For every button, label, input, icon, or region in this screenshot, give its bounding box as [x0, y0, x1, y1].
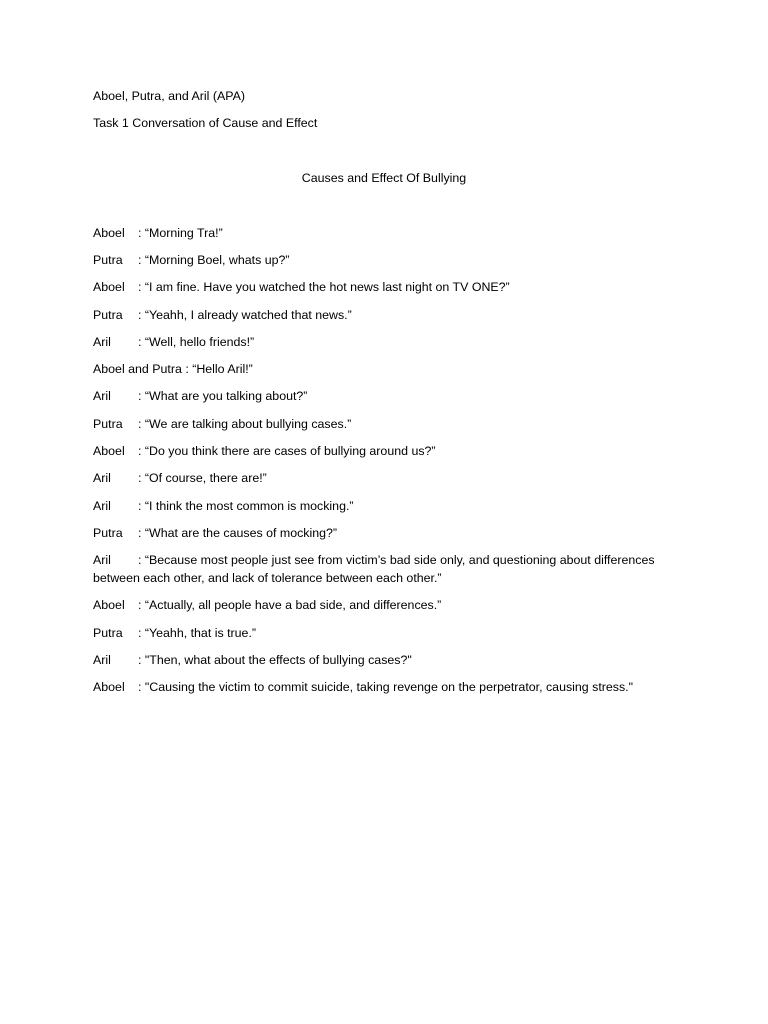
speaker-colon: :: [138, 280, 145, 294]
speech-text: “Morning Boel, whats up?”: [144, 253, 290, 267]
speaker-name: Aril: [93, 389, 111, 403]
speaker-name: Aril: [93, 653, 111, 667]
speech-text: “Yeahh, I already watched that news.”: [144, 308, 352, 322]
speaker-name: Aboel: [93, 680, 125, 694]
dialogue-line: [93, 497, 683, 515]
speaker-name: Aril: [93, 335, 111, 349]
dialogue-line: [93, 442, 683, 460]
speech-text: “Do you think there are cases of bullying around us?”: [144, 444, 436, 458]
speaker-colon: :: [138, 553, 145, 567]
speech-text: “Because most people just see from victim’s bad side only, and questioning about differences between each other, and lack of tolerance between each other.”: [93, 553, 655, 585]
dialogue-line: [93, 306, 683, 324]
speech-text: “Actually, all people have a bad side, and differences.”: [144, 598, 442, 612]
speaker-name: Aboel and Putra: [93, 362, 182, 376]
dialogue-line: [93, 551, 683, 587]
speaker-name: Putra: [93, 253, 123, 267]
dialogue-line: [93, 624, 683, 642]
speaker-colon: :: [138, 653, 145, 667]
speaker-colon: :: [138, 389, 145, 403]
speech-text: “I am fine. Have you watched the hot news last night on TV ONE?”: [144, 280, 510, 294]
speaker-name: Putra: [93, 308, 123, 322]
speaker-colon: :: [138, 335, 145, 349]
speaker-name: Putra: [93, 417, 123, 431]
task-heading: Task 1 Conversation of Cause and Effect: [93, 116, 318, 130]
speaker-name: Putra: [93, 626, 123, 640]
speaker-name: Putra: [93, 526, 123, 540]
speaker-colon: :: [138, 308, 145, 322]
speaker-name: Aril: [93, 553, 111, 567]
speaker-colon: :: [138, 626, 145, 640]
speech-text: “Well, hello friends!”: [144, 335, 255, 349]
dialogue-line: [93, 415, 683, 433]
speaker-colon: :: [138, 471, 145, 485]
dialogue-line: [93, 524, 683, 542]
speech-text: “Of course, there are!”: [144, 471, 267, 485]
speaker-colon: :: [138, 417, 145, 431]
dialogue-line: [93, 278, 683, 296]
dialogue-line: [93, 333, 683, 351]
speech-text: “We are talking about bullying cases.”: [144, 417, 352, 431]
speaker-name: Aril: [93, 471, 111, 485]
speech-text: “I think the most common is mocking.”: [144, 499, 354, 513]
speech-text: “Yeahh, that is true.”: [144, 626, 257, 640]
speaker-colon: :: [138, 444, 145, 458]
dialogue-line: [93, 224, 683, 242]
speech-text: “Hello Aril!”: [192, 362, 253, 376]
speaker-name: Aboel: [93, 280, 125, 294]
speech-text: “What are the causes of mocking?”: [144, 526, 338, 540]
dialogue-line: [93, 360, 683, 378]
dialogue-line: [93, 651, 683, 669]
speech-text: “Morning Tra!”: [144, 226, 223, 240]
speech-text: "Then, what about the effects of bullying cases?": [144, 653, 412, 667]
speaker-colon: :: [138, 680, 145, 694]
speaker-name: Aril: [93, 499, 111, 513]
dialogue-line: [93, 678, 693, 696]
speaker-colon: :: [138, 598, 145, 612]
speaker-colon: :: [138, 253, 145, 267]
document-title: Causes and Effect Of Bullying: [301, 171, 467, 185]
speaker-name: Aboel: [93, 226, 125, 240]
speaker-colon: :: [138, 226, 145, 240]
speaker-colon: :: [138, 526, 145, 540]
speaker-colon: :: [181, 362, 193, 376]
author-line: Aboel, Putra, and Aril (APA): [93, 89, 245, 103]
speaker-name: Aboel: [93, 444, 125, 458]
dialogue-line: [93, 387, 683, 405]
speech-text: “What are you talking about?”: [144, 389, 308, 403]
dialogue-line: [93, 469, 683, 487]
speaker-colon: :: [138, 499, 145, 513]
speech-text: "Causing the victim to commit suicide, taking revenge on the perpetrator, causing stress.": [144, 680, 634, 694]
dialogue-line: [93, 596, 683, 614]
speaker-name: Aboel: [93, 598, 125, 612]
dialogue-line: [93, 251, 683, 269]
